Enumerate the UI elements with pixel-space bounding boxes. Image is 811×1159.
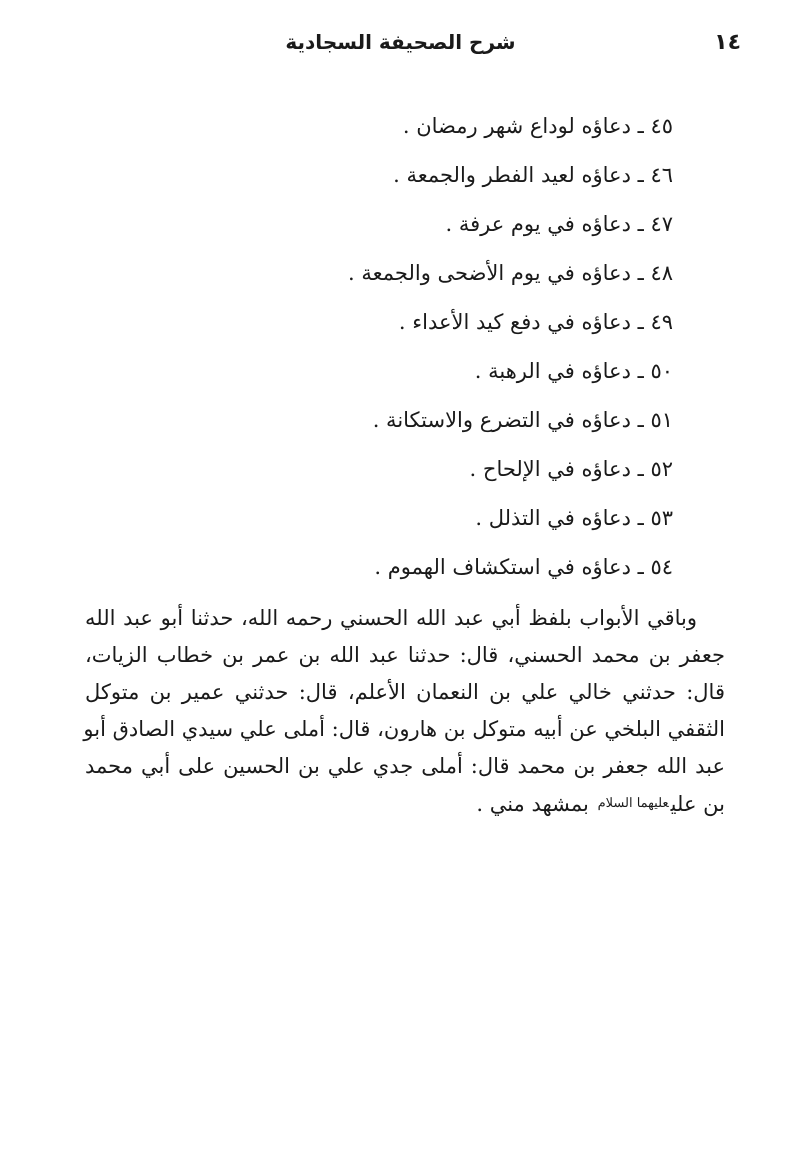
list-item: ٤٩ ـ دعاؤه في دفع كيد الأعداء .: [398, 310, 673, 334]
list-item: ٥١ ـ دعاؤه في التضرع والاستكانة .: [372, 408, 673, 432]
list-item: ٤٥ ـ دعاؤه لوداع شهر رمضان .: [402, 114, 673, 138]
paragraph-text: بمشهد مني .: [476, 792, 589, 816]
honorific-ligature: عليهما السلام: [597, 796, 669, 811]
list-item: ٥٢ ـ دعاؤه في الإلحاح .: [469, 457, 673, 481]
paragraph-line: قال: حدثني خالي علي بن النعمان الأعلم، قال: حدثني عمير بن متوكل: [85, 680, 725, 704]
list-item: ٤٧ ـ دعاؤه في يوم عرفة .: [445, 212, 673, 236]
paragraph-line: عبد الله جعفر بن محمد قال: أملى جدي علي بن الحسين على أبي محمد: [85, 754, 726, 778]
list-item: ٤٦ ـ دعاؤه لعيد الفطر والجمعة .: [393, 163, 673, 187]
page-header: [60, 26, 741, 66]
paragraph-text: بن علي: [670, 792, 725, 816]
list-item: ٤٨ ـ دعاؤه في يوم الأضحى والجمعة .: [348, 261, 673, 285]
list-item: ٥٣ ـ دعاؤه في التذلل .: [475, 506, 673, 530]
paragraph-line: جعفر بن محمد الحسني، قال: حدثنا عبد الله بن عمر بن خطاب الزيات،: [85, 643, 725, 667]
running-title: شرح الصحيفة السجادية: [285, 30, 516, 54]
paragraph-last-line: [85, 785, 725, 823]
list-item: ٥٤ ـ دعاؤه في استكشاف الهموم .: [374, 555, 673, 579]
supplication-list: [113, 106, 673, 596]
narration-paragraph: [85, 600, 725, 823]
list-item: ٥٠ ـ دعاؤه في الرهبة .: [474, 359, 673, 383]
paragraph-line: الثقفي البلخي عن أبيه متوكل بن هارون، قال: أملى علي سيدي الصادق أبو: [83, 717, 725, 741]
paragraph-line: وباقي الأبواب بلفظ أبي عبد الله الحسني رحمه الله، حدثنا أبو عبد الله: [85, 606, 697, 630]
page-number: ١٤: [714, 30, 741, 55]
